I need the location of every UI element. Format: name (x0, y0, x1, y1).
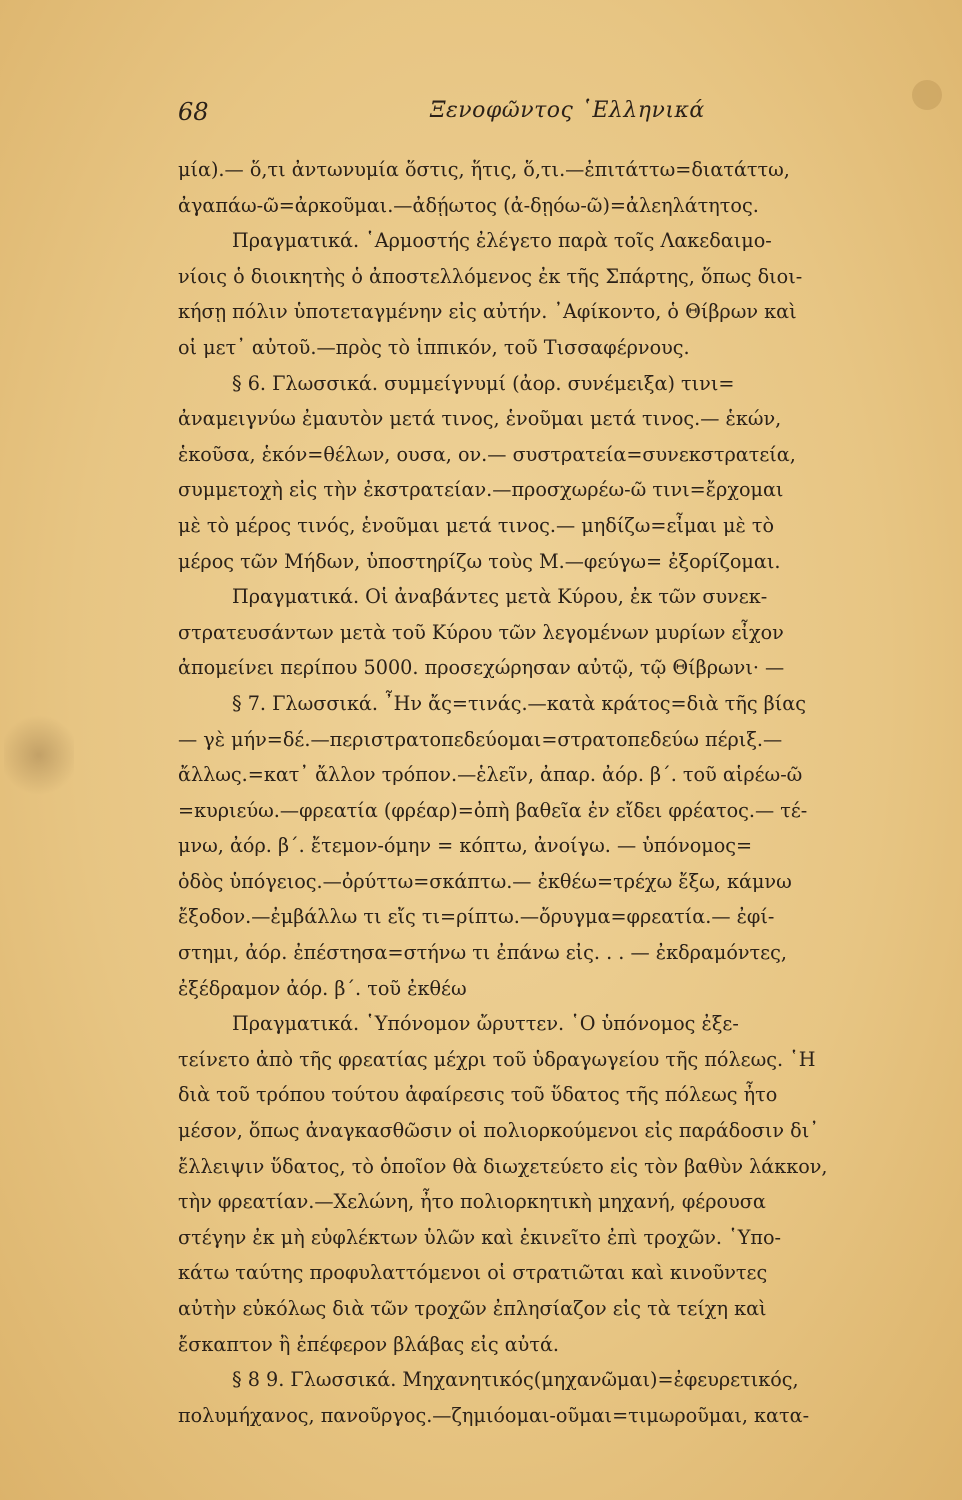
text-line: μέρος τῶν Μήδων, ὑποστηρίζω τοὺς Μ.—φεύγω= ἐξορίζομαι. (178, 549, 781, 573)
text-line: ἄλλως.=κατ᾿ ἄλλον τρόπον.—ἑλεῖν, ἀπαρ. ἀόρ. β΄. τοῦ αἱρέω-ῶ (178, 763, 803, 787)
text-line: ἐξέδραμον ἀόρ. β΄. τοῦ ἐκθέω (178, 976, 467, 1000)
text-line: ἀναμειγνύω ἐμαυτὸν μετά τινος, ἑνοῦμαι μετά τινος.— ἑκών, (178, 407, 782, 431)
paper-smudge (4, 710, 74, 800)
text-line: § 7. Γλωσσικά. ῏Ην ἄς=τινάς.—κατὰ κράτος=διὰ τῆς βίας (232, 691, 806, 715)
text-line: ἀπομείνει περίπου 5000. προσεχώρησαν αὐτῷ, τῷ Θίβρωνι· — (178, 656, 785, 680)
text-line: ἔξοδον.—ἐμβάλλω τι εἴς τι=ρίπτω.—ὄρυγμα=φρεατία.— ἐφί- (178, 905, 775, 929)
text-line: μέσον, ὅπως ἀναγκασθῶσιν οἱ πολιορκούμενοι εἰς παράδοσιν δι᾿ (178, 1119, 819, 1143)
text-line: Πραγματικά. ῾Αρμοστής ἐλέγετο παρὰ τοῖς Λακεδαιμο- (232, 229, 772, 253)
text-line: ὁδὸς ὑπόγειος.—ὀρύττω=σκάπτω.— ἐκθέω=τρέχω ἔξω, κάμνω (178, 869, 792, 893)
text-line: κάτω ταύτης προφυλαττόμενοι οἱ στρατιῶται καὶ κινοῦντες (178, 1261, 768, 1285)
text-line: πολυμήχανος, πανοῦργος.—ζημιόομαι-οῦμαι=τιμωροῦμαι, κατα- (178, 1403, 810, 1427)
body-text (178, 152, 898, 1433)
text-line: μὲ τὸ μέρος τινός, ἑνοῦμαι μετά τινος.— μηδίζω=εἶμαι μὲ τὸ (178, 513, 775, 537)
text-line: ἑκοῦσα, ἑκόν=θέλων, ουσα, ον.— συστρατεία=συνεκστρατεία, (178, 442, 796, 466)
text-line: οἱ μετ᾿ αὐτοῦ.—πρὸς τὸ ἱππικόν, τοῦ Τισσαφέρνους. (178, 335, 690, 359)
text-line: αὐτὴν εὐκόλως διὰ τῶν τροχῶν ἐπλησίαζον εἰς τὰ τείχη καὶ (178, 1297, 767, 1320)
text-line: διὰ τοῦ τρόπου τούτου ἀφαίρεσις τοῦ ὕδατος τῆς πόλεως ἦτο (178, 1083, 778, 1107)
text-line: ἔλλειψιν ὕδατος, τὸ ὁποῖον θὰ διωχετεύετο εἰς τὸν βαθὺν λάκκον, (178, 1154, 828, 1178)
paper-stain (912, 80, 942, 110)
text-line: τὴν φρεατίαν.—Χελώνη, ἦτο πολιορκητικὴ μηχανή, φέρουσα (178, 1190, 766, 1214)
page-number: 68 (178, 98, 209, 126)
text-line: Πραγματικά. Οἱ ἀναβάντες μετὰ Κύρου, ἐκ τῶν συνεκ- (232, 585, 768, 609)
text-line: Πραγματικά. ῾Υπόνομον ὤρυττεν. ῾Ο ὑπόνομος ἐξε- (232, 1012, 739, 1036)
text-line: στρατευσάντων μετὰ τοῦ Κύρου τῶν λεγομένων μυρίων εἶχον (178, 620, 784, 644)
text-line: § 6. Γλωσσικά. συμμείγνυμί (ἀορ. συνέμειξα) τινι= (232, 371, 735, 395)
text-line: § 8 9. Γλωσσικά. Μηχανητικός(μηχανῶμαι)=ἐφευρετικός, (232, 1368, 799, 1392)
text-line: στημι, ἀόρ. ἐπέστησα=στήνω τι ἐπάνω εἰς. . . — ἐκδραμόντες, (178, 941, 787, 965)
text-line: νίοις ὁ διοικητὴς ὁ ἀποστελλόμενος ἐκ τῆς Σπάρτης, ὅπως διοι- (178, 264, 803, 288)
text-line: κήσῃ πόλιν ὑποτεταγμένην εἰς αὐτήν. ᾿Αφίκοντο, ὁ Θίβρων καὶ (178, 300, 797, 324)
page-header (170, 98, 890, 138)
text-line: στέγην ἐκ μὴ εὐφλέκτων ὑλῶν καὶ ἐκινεῖτο ἐπὶ τροχῶν. ῾Υπο- (178, 1225, 782, 1249)
text-line: μία).— ὅ,τι ἀντωνυμία ὅστις, ἥτις, ὅ,τι.—ἐπιτάττω=διατάττω, (178, 158, 790, 181)
text-line: τείνετο ἀπὸ τῆς φρεατίας μέχρι τοῦ ὑδραγωγείου τῆς πόλεως. ῾Η (178, 1047, 816, 1071)
text-line: =κυριεύω.—φρεατία (φρέαρ)=ὀπὴ βαθεῖα ἐν εἴδει φρέατος.— τέ- (178, 798, 808, 822)
running-title: Ξενοφῶντος ῾Ελληνικά (430, 98, 705, 123)
text-line: συμμετοχὴ εἰς τὴν ἐκστρατείαν.—προσχωρέω-ῶ τινι=ἔρχομαι (178, 478, 784, 502)
text-line: — γὲ μήν=δέ.—περιστρατοπεδεύομαι=στρατοπεδεύω πέριξ.— (178, 727, 783, 751)
text-line: μνω, ἀόρ. β΄. ἔτεμον-όμην = κόπτω, ἀνοίγω. — ὑπόνομος= (178, 834, 753, 858)
text-line: ἔσκαπτον ἢ ἐπέφερον βλάβας εἰς αὐτά. (178, 1332, 560, 1356)
text-line: ἀγαπάω-ῶ=ἀρκοῦμαι.—ἀδῄωτος (ἀ-δῃόω-ῶ)=ἀλεηλάτητος. (178, 193, 759, 217)
